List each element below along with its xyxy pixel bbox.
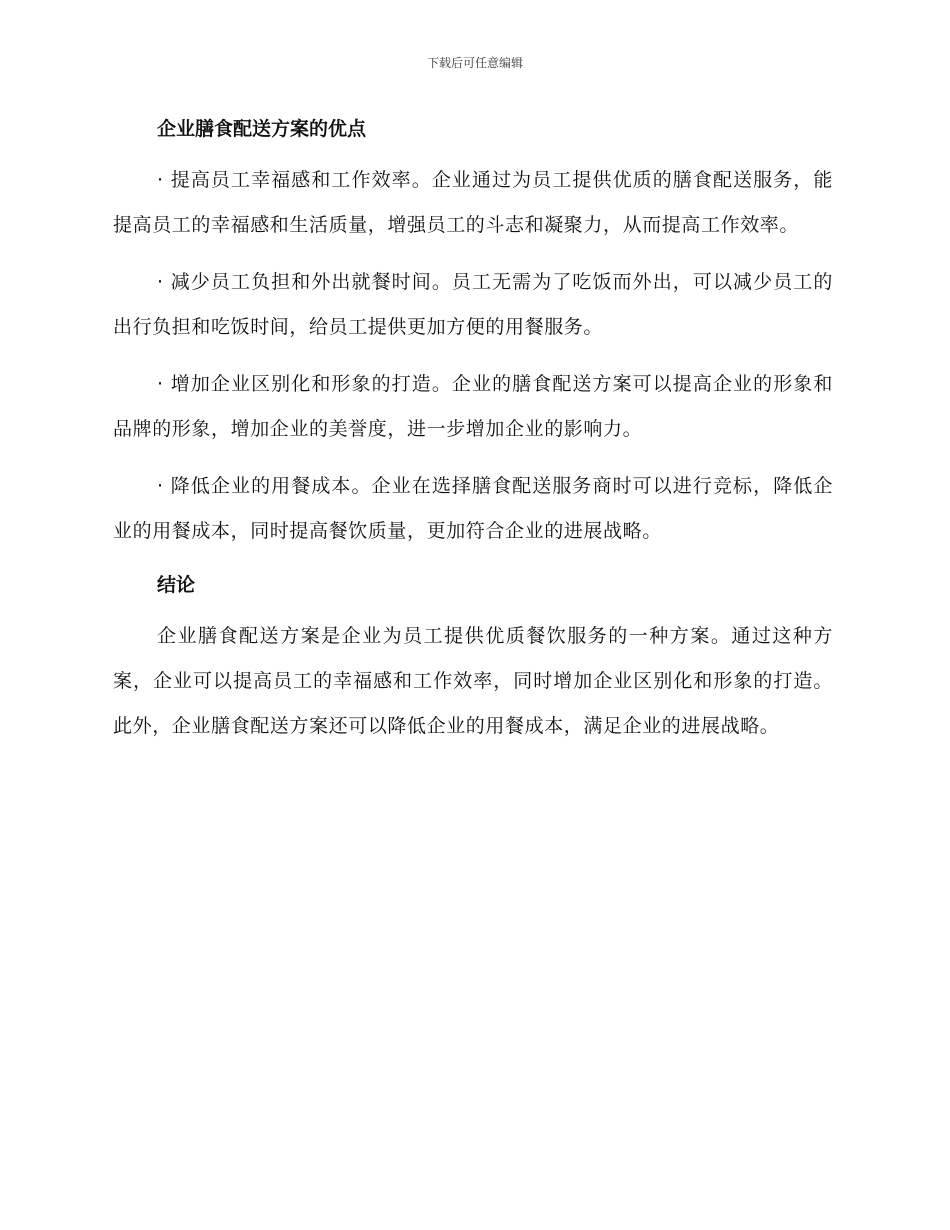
paragraph-advantage-1: · 提高员工幸福感和工作效率。企业通过为员工提供优质的膳食配送服务，能提高员工的幸福感和生活质量，增强员工的斗志和凝聚力，从而提高工作效率。 bbox=[113, 169, 833, 236]
section-heading-conclusion: 结论 bbox=[157, 574, 196, 596]
paragraph-advantage-2: · 减少员工负担和外出就餐时间。员工无需为了吃饭而外出，可以减少员工的出行负担和吃饭时间，给员工提供更加方便的用餐服务。 bbox=[113, 271, 833, 338]
paragraph-advantage-3: · 增加企业区别化和形象的打造。企业的膳食配送方案可以提高企业的形象和品牌的形象，增加企业的美誉度，进一步增加企业的影响力。 bbox=[113, 373, 833, 440]
paragraph-advantage-4: · 降低企业的用餐成本。企业在选择膳食配送服务商时可以进行竞标，降低企业的用餐成本，同时提高餐饮质量，更加符合企业的进展战略。 bbox=[113, 475, 833, 542]
page-header: 下载后可任意编辑 bbox=[426, 56, 523, 70]
section-heading-advantages: 企业膳食配送方案的优点 bbox=[157, 118, 367, 140]
paragraph-conclusion: 企业膳食配送方案是企业为员工提供优质餐饮服务的一种方案。通过这种方案，企业可以提高员工的幸福感和工作效率，同时增加企业区别化和形象的打造。此外，企业膳食配送方案还可以降低企业的用餐成本，满足企业的进展战略。 bbox=[113, 625, 833, 737]
document-body bbox=[113, 110, 833, 761]
